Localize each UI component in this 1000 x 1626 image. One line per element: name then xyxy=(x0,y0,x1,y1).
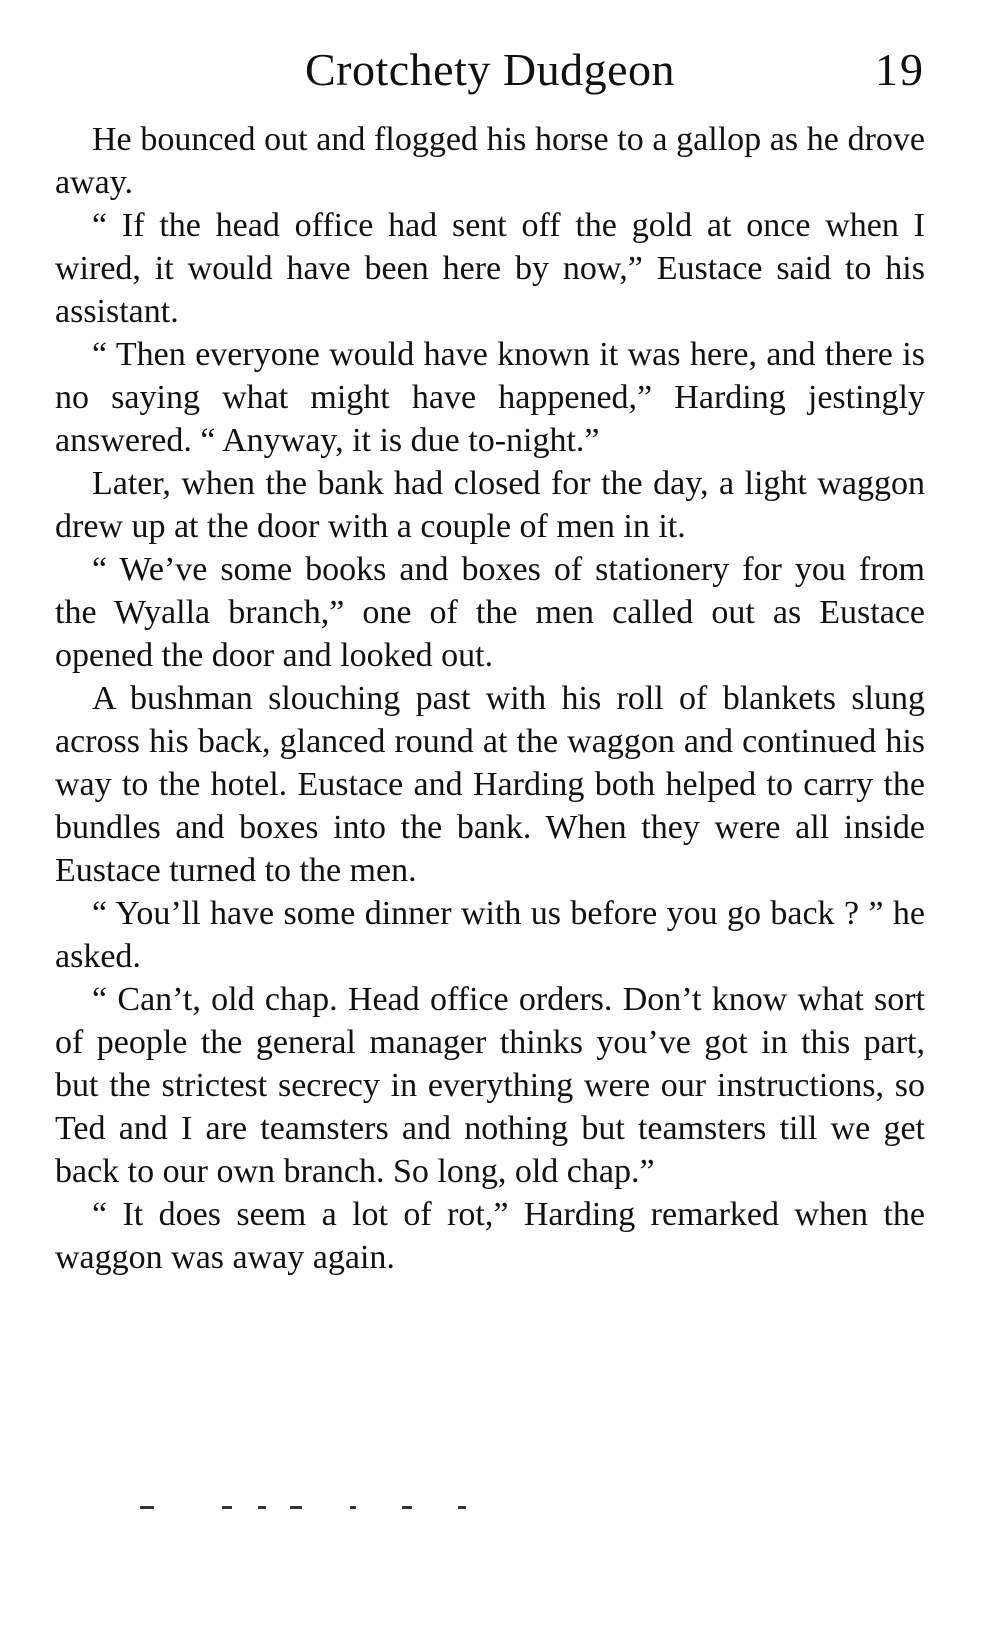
paragraph-9: “ It does seem a lot of rot,” Harding remarked when the waggon was away again. xyxy=(55,1196,925,1276)
paragraph-8: “ Can’t, old chap. Head office orders. Don’t know what sort of people the general manager thinks you’ve got in this part, but the strictest secrecy in everything were our instructions, so Ted and I are teamsters and nothing but teamsters till we get back to our own branch. So long, old chap.” xyxy=(55,981,925,1190)
paragraph-2: “ If the head office had sent off the gold at once when I wired, it would have been here by now,” Eustace said to his assistant. xyxy=(55,207,925,330)
paragraph-5: “ We’ve some books and boxes of stationery for you from the Wyalla branch,” one of the men called out as Eustace opened the door and looked out. xyxy=(55,551,925,674)
paragraph-3: “ Then everyone would have known it was here, and there is no saying what might have happened,” Harding jestingly answered. “ Anyway, it is due to-night.” xyxy=(55,336,925,459)
paragraph-7: “ You’ll have some dinner with us before you go back ? ” he asked. xyxy=(55,895,925,975)
paragraph-1: He bounced out and flogged his horse to a gallop as he drove away. xyxy=(55,121,925,201)
paragraph-4: Later, when the bank had closed for the day, a light waggon drew up at the door with a couple of men in it. xyxy=(55,465,925,545)
page-number: 19 xyxy=(875,44,925,95)
paragraph-6: A bushman slouching past with his roll of blankets slung across his back, glanced round at the waggon and continued his way to the hotel. Eustace and Harding both helped to carry the bundles and boxes into the bank. When they were all inside Eustace turned to the men. xyxy=(55,680,925,889)
cut-off-text-fragment xyxy=(140,1506,500,1512)
running-head xyxy=(55,40,925,100)
running-title: Crotchety Dudgeon xyxy=(304,44,676,95)
body-text xyxy=(55,118,925,1279)
